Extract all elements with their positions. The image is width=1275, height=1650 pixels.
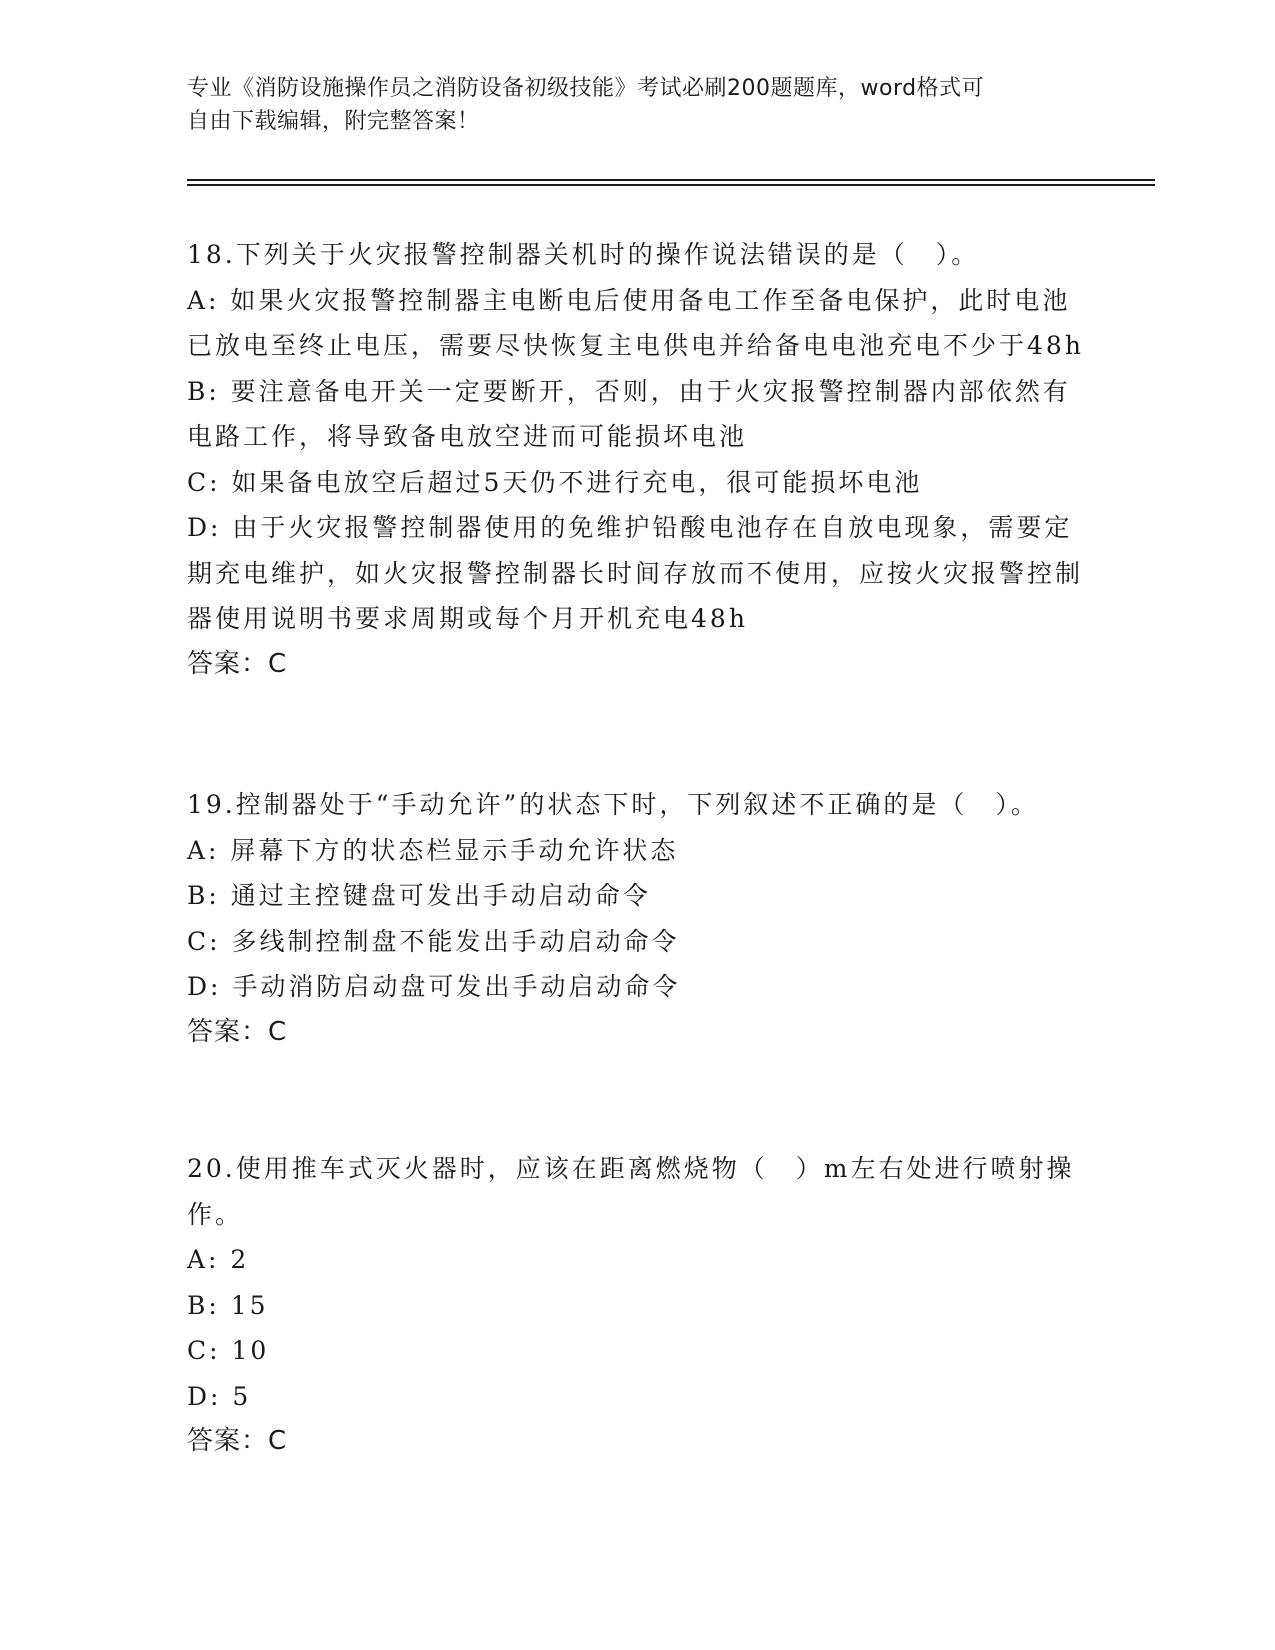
question-19 [187,782,1087,1055]
option-b: B: 15 [187,1290,269,1320]
answer-label: 答案：C [187,1426,288,1456]
question-stem: 18.下列关于火灾报警控制器关机时的操作说法错误的是（ ）。 [187,240,980,269]
answer-label: 答案：C [187,648,288,679]
header-divider-bottom [187,184,1155,186]
option-c: C: 多线制控制盘不能发出手动启动命令 [187,926,680,956]
option-a: A: 屏幕下方的状态栏显示手动允许状态 [187,835,679,865]
document-header [187,72,1067,138]
header-divider-top [187,179,1155,181]
option-c: C: 10 [187,1336,270,1365]
option-b: B: 通过主控键盘可发出手动启动命令 [187,881,651,910]
question-18 [187,232,1087,687]
header-line-2: 自由下载编辑，附完整答案！ [187,109,480,134]
option-b: B: 要注意备电开关一定要断开，否则，由于火灾报警控制器内部依然有电路工作，将导致备电放空进而可能损坏电池 [187,376,1071,451]
option-d: D: 手动消防启动盘可发出手动启动命令 [187,972,681,1001]
question-stem: 20.使用推车式灭火器时，应该在距离燃烧物（ ）m左右处进行喷射操作。 [187,1154,1075,1229]
answer-label: 答案：C [187,1016,288,1047]
header-line-1: 专业《消防设施操作员之消防设备初级技能》考试必刷200题题库，word格式可 [187,76,985,101]
question-stem: 19.控制器处于“手动允许”的状态下时，下列叙述不正确的是（ ）。 [187,790,1039,819]
option-d: D: 5 [187,1381,252,1411]
option-a: A: 2 [187,1245,250,1274]
option-d: D: 由于火灾报警控制器使用的免维护铅酸电池存在自放电现象，需要定期充电维护，如火灾报警控制器长时间存放而不使用，应按火灾报警控制器使用说明书要求周期或每个月开机充电48h [187,513,1084,633]
option-a: A: 如果火灾报警控制器主电断电后使用备电工作至备电保护，此时电池已放电至终止电压，需要尽快恢复主电供电并给备电电池充电不少于48h [187,285,1084,360]
question-20 [187,1146,1087,1465]
option-c: C: 如果备电放空后超过5天仍不进行充电，很可能损坏电池 [187,467,923,497]
